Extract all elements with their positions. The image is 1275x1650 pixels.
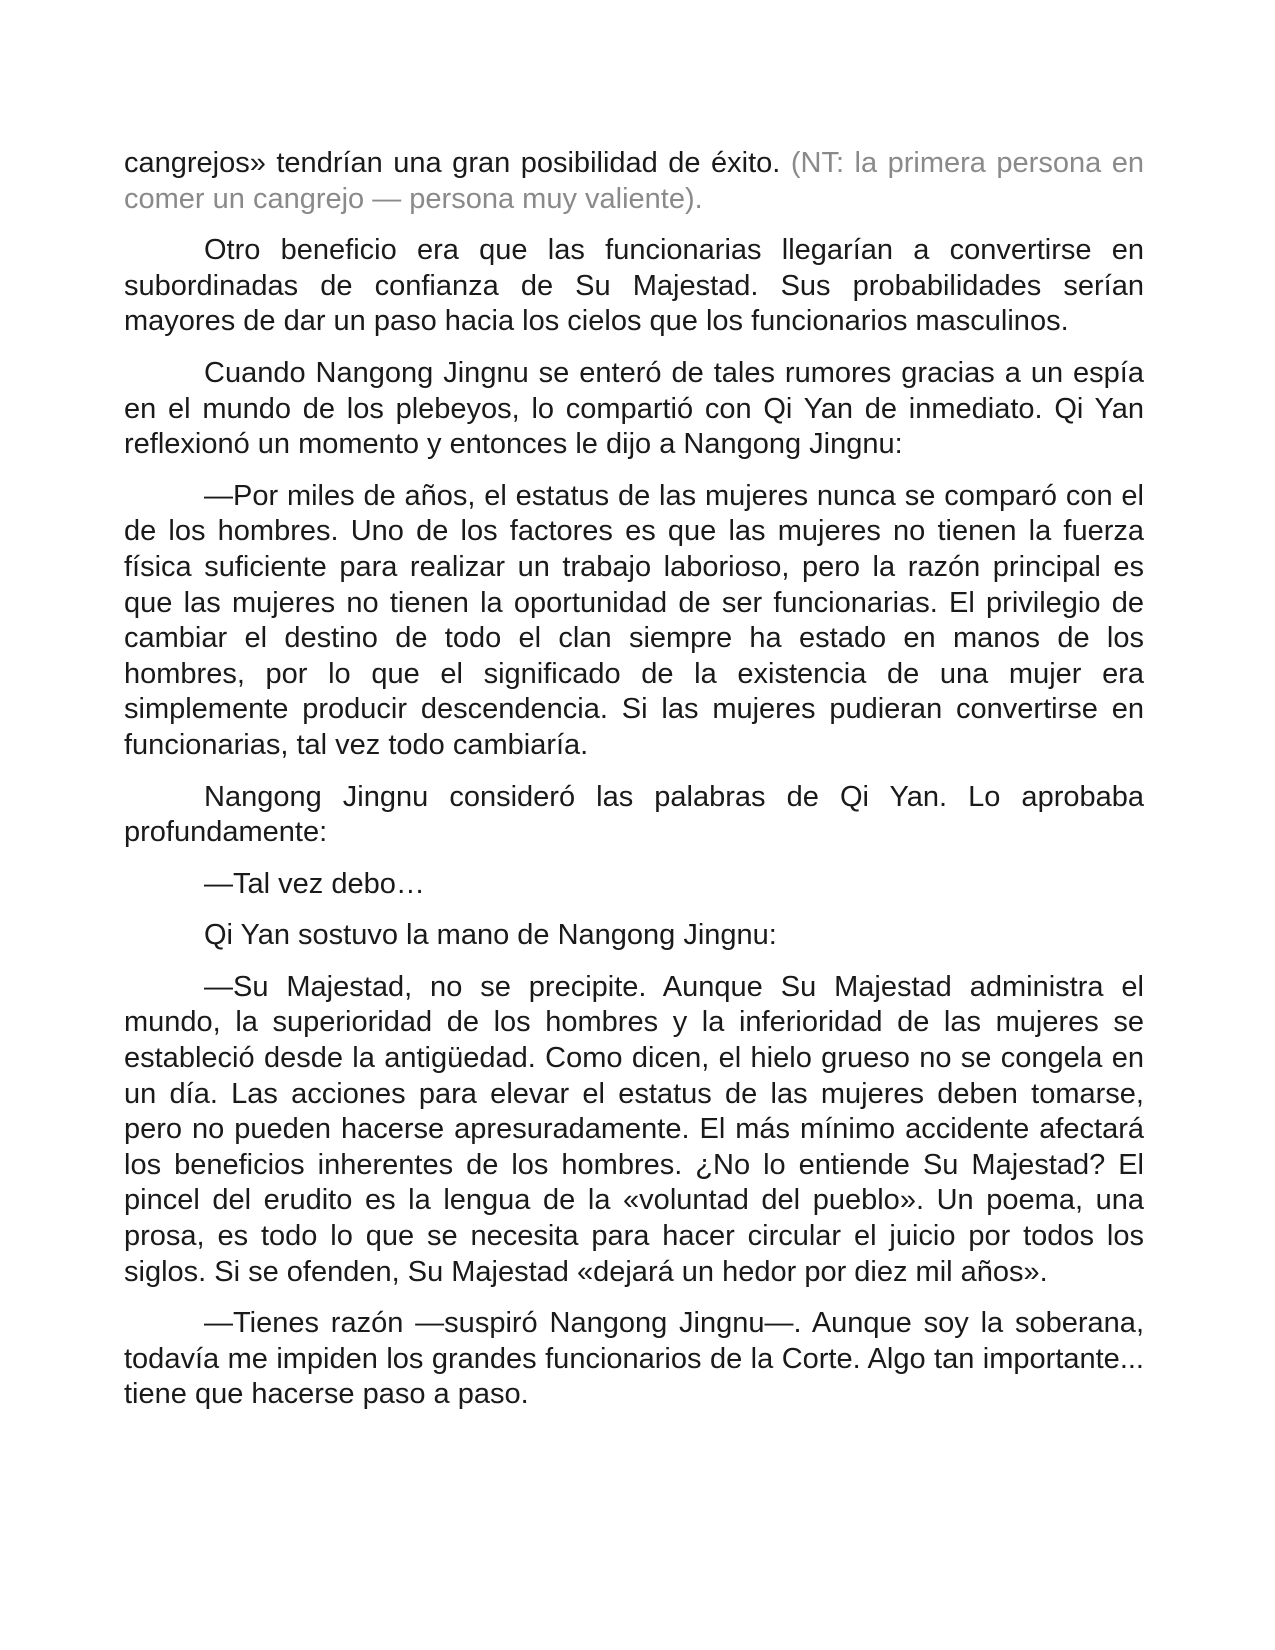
paragraph-text: cangrejos» tendrían una gran posibilidad de éxito. — [124, 147, 791, 179]
dialogue-paragraph: —Su Majestad, no se precipite. Aunque Su Majestad administra el mundo, la superioridad de los hombres y la inferioridad de las mujeres se estableció desde la antigüedad. Como dicen, el hielo grueso no se congela en un día. Las acciones para elevar el estatus de las mujeres deben tomarse, pero no pueden hacerse apresuradamente. El más mínimo accidente afectará los beneficios inherentes de los hombres. ¿No lo entiende Su Majestad? El pincel del erudito es la lengua de la «voluntad del pueblo». Un poema, una prosa, es todo lo que se necesita para hacer circular el juicio por todos los siglos. Si se ofenden, Su Majestad «dejará un hedor por diez mil años». — [124, 970, 1144, 1288]
document-body — [124, 146, 1144, 1429]
paragraph: Nangong Jingnu consideró las palabras de Qi Yan. Lo aprobaba profundamente: — [124, 780, 1144, 849]
paragraph-continuation — [124, 146, 1144, 217]
translator-note: (NT: la primera persona en comer un cangrejo — persona muy valiente). — [124, 147, 1144, 215]
paragraph: Cuando Nangong Jingnu se enteró de tales rumores gracias a un espía en el mundo de los plebeyos, lo compartió con Qi Yan de inmediato. Qi Yan reflexionó un momento y entonces le dijo a Nangong Jingnu: — [124, 356, 1144, 461]
paragraph: Qi Yan sostuvo la mano de Nangong Jingnu: — [204, 919, 777, 952]
dialogue-paragraph: —Tienes razón —suspiró Nangong Jingnu—. Aunque soy la soberana, todavía me impiden los grandes funcionarios de la Corte. Algo tan importante... tiene que hacerse paso a paso. — [124, 1307, 1144, 1411]
paragraph: Otro beneficio era que las funcionarias llegarían a convertirse en subordinadas de confianza de Su Majestad. Sus probabilidades serían mayores de dar un paso hacia los cielos que los funcionarios masculinos. — [124, 234, 1144, 338]
dialogue-paragraph: —Por miles de años, el estatus de las mujeres nunca se comparó con el de los hombres. Uno de los factores es que las mujeres no tienen la fuerza física suficiente para realizar un trabajo laborioso, pero la razón principal es que las mujeres no tienen la oportunidad de ser funcionarias. El privilegio de cambiar el destino de todo el clan siempre ha estado en manos de los hombres, por lo que el significado de la existencia de una mujer era simplemente producir descendencia. Si las mujeres pudieran convertirse en funcionarias, tal vez todo cambiaría. — [124, 479, 1144, 761]
dialogue-paragraph: —Tal vez debo… — [204, 867, 425, 900]
